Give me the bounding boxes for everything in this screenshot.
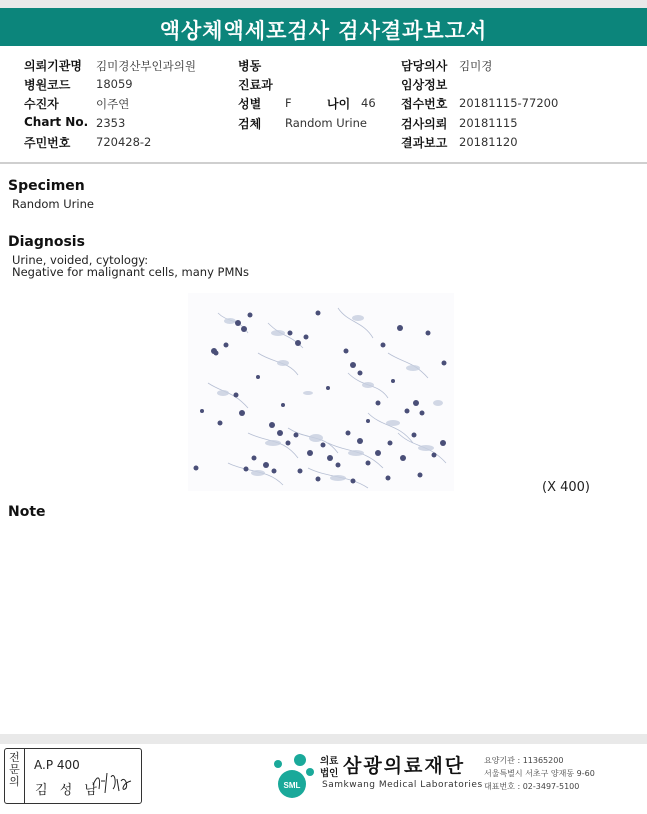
chart-value: 2353 [96, 116, 126, 130]
ap-number: A.P 400 [34, 758, 80, 772]
institution-code: 요양기관 : 11365200 [484, 756, 564, 765]
clinical-label: 임상정보 [401, 78, 448, 92]
request-date-label: 검사의뢰 [401, 117, 448, 131]
diagnosis-heading: Diagnosis [8, 234, 85, 250]
receipt-label: 접수번호 [401, 97, 448, 111]
report-title: 액상체액세포검사 검사결과보고서 [159, 19, 488, 43]
legal-line-1: 의료 [320, 756, 339, 767]
legal-line-2: 법인 [320, 768, 339, 779]
address: 서울특별시 서초구 양재동 9-60 [484, 769, 595, 778]
pathologist-box [4, 748, 142, 804]
sml-logo [270, 750, 314, 802]
receipt-value: 20181115-77200 [459, 96, 559, 110]
info-divider [0, 162, 647, 164]
report-date-value: 20181120 [459, 135, 518, 149]
doctor-value: 김미경 [459, 59, 493, 73]
signature [91, 767, 135, 797]
magnification-label: (X 400) [542, 480, 590, 495]
diagnosis-line-1: Urine, voided, cytology: [12, 253, 149, 267]
specimen-text: Random Urine [12, 197, 94, 211]
pathologist-name: 김 성 남 [35, 783, 101, 798]
sex-label: 성별 [238, 97, 262, 111]
footer-band [0, 734, 647, 744]
title-bar [0, 8, 647, 46]
note-heading: Note [8, 504, 46, 520]
logo-text: SML [283, 781, 301, 790]
age-label: 나이 [327, 97, 351, 111]
recipient-value: 이주연 [96, 97, 130, 111]
top-band [0, 0, 647, 8]
doctor-label: 담당의사 [401, 59, 448, 73]
age-value: 46 [361, 96, 376, 110]
chart-label: Chart No. [24, 115, 89, 129]
department-label: 진료과 [238, 78, 273, 92]
cytology-micrograph [188, 293, 454, 491]
specimen-heading: Specimen [8, 178, 85, 194]
hospital-code-value: 18059 [96, 77, 133, 91]
hospital-code-label: 병원코드 [24, 78, 71, 92]
foundation-english: Samkwang Medical Laboratories [322, 780, 483, 790]
institution-label: 의뢰기관명 [24, 59, 82, 73]
specimen-value: Random Urine [285, 116, 367, 130]
report-date-label: 결과보고 [401, 136, 448, 150]
foundation-name: 삼광의료재단 [343, 755, 466, 777]
diagnosis-line-2: Negative for malignant cells, many PMNs [12, 265, 250, 279]
resident-label: 주민번호 [24, 136, 71, 150]
specimen-label: 검체 [238, 117, 262, 131]
recipient-label: 수진자 [24, 97, 59, 111]
pathologist-vertical-text: 전문의 [9, 751, 20, 788]
institution-value: 김미경산부인과의원 [96, 59, 196, 73]
ward-label: 병동 [238, 59, 262, 73]
legal-entity [320, 756, 338, 780]
resident-value: 720428-2 [96, 135, 152, 149]
sex-value: F [285, 96, 292, 110]
request-date-value: 20181115 [459, 116, 518, 130]
phone: 대표번호 : 02-3497-5100 [484, 782, 580, 791]
contact-info [484, 754, 595, 793]
pathologist-vertical-label [5, 749, 25, 803]
